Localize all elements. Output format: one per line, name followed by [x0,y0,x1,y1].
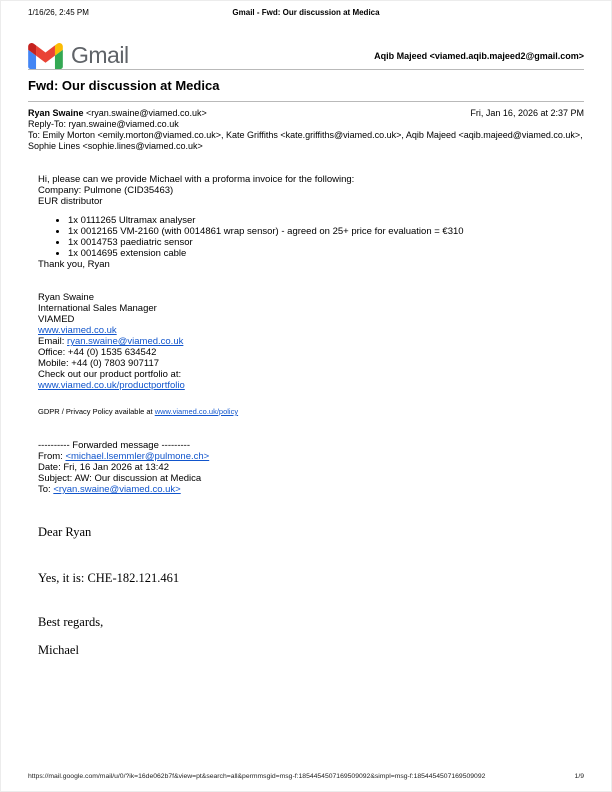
company-line: Company: Pulmone (CID35463) [38,185,174,196]
invoice-item: • 1x 0012165 VM-2160 (with 0014861 wrap sensor) - agreed on 25+ price for evaluation = €310 [68,226,584,237]
from-row [28,108,584,119]
print-timestamp: 1/16/26, 2:45 PM [28,8,89,17]
gmail-logo-text: Gmail [71,42,129,68]
divider [28,69,584,70]
sig-company: VIAMED [38,314,75,325]
sig-mobile: Mobile: +44 (0) 7803 907117 [38,358,160,369]
invoice-item: • 1x 0014753 paediatric sensor [68,237,584,248]
fwd-reg-number-line: Yes, it is: CHE-182.121.461 [38,571,180,585]
invoice-item: • 1x 0014695 extension cable [68,248,584,259]
gdpr-link[interactable]: www.viamed.co.uk/policy [154,407,239,416]
sig-office: Office: +44 (0) 1535 634542 [38,347,157,358]
fwd-from-label: From: [38,451,66,462]
signature-block [38,292,584,416]
fwd-from-line [38,451,584,462]
print-header [28,8,584,20]
account-identity: Aqib Majeed <viamed.aqib.majeed2@gmail.com> [374,50,584,61]
email-subject: Fwd: Our discussion at Medica [28,78,220,93]
fwd-greeting: Dear Ryan [38,525,92,539]
from-name: Ryan Swaine [28,108,84,118]
gdpr-text: GDPR / Privacy Policy available at [38,407,155,416]
email-body [38,174,584,658]
print-title: Gmail - Fwd: Our discussion at Medica [232,8,380,17]
email-meta [28,108,584,152]
fwd-to-label: To: [38,484,54,495]
portfolio-line [38,380,584,391]
gmail-m-icon [28,43,63,69]
fwd-signoff: Michael [38,643,79,657]
sig-title: International Sales Manager [38,303,157,314]
gmail-logo [28,42,129,69]
fwd-closing: Best regards, [38,615,104,629]
divider [28,101,584,102]
sig-name: Ryan Swaine [38,292,94,303]
to-line: To: Emily Morton <emily.morton@viamed.co.uk>, Kate Griffiths <kate.griffiths@viamed.co.uk>, Aqib Majeed <aqib.majeed@viamed.co.uk>, Sophie Lines <sophie.lines@viamed.co.uk> [28,130,583,151]
distributor-line: EUR distributor [38,196,103,207]
forwarded-body [38,525,584,658]
invoice-items-list [38,215,584,259]
from-email: <ryan.swaine@viamed.co.uk> [86,108,207,118]
fwd-subject-line: Subject: AW: Our discussion at Medica [38,473,202,484]
fwd-date-line: Date: Fri, 16 Jan 2026 at 13:42 [38,462,169,473]
footer-url: https://mail.google.com/mail/u/0/?ik=16de062b7f&view=pt&search=all&permmsgid=msg-f:1854454507169509092&simpl=msg-f:1854454507169509092 [28,773,486,780]
fwd-to-link[interactable]: <ryan.swaine@viamed.co.uk> [53,484,181,495]
reply-to-line: Reply-To: ryan.swaine@viamed.co.uk [28,119,179,129]
email-date: Fri, Jan 16, 2026 at 2:37 PM [470,108,584,118]
sig-website-line [38,325,584,336]
gdpr-line [38,407,584,416]
forwarded-header [38,440,584,495]
fwd-to-line [38,484,584,495]
from-line [28,108,207,119]
thanks-line: Thank you, Ryan [38,259,110,270]
sig-email-line [38,336,584,347]
sig-email-label: Email: [38,336,68,347]
invoice-item: • 1x 0111265 Ultramax analyser [68,215,584,226]
sig-email-link[interactable]: ryan.swaine@viamed.co.uk [67,336,184,347]
portfolio-link[interactable]: www.viamed.co.uk/productportfolio [38,380,185,391]
footer-page-number: 1/9 [574,773,584,780]
fwd-from-link[interactable]: <michael.lsemmler@pulmone.ch> [65,451,210,462]
website-link[interactable]: www.viamed.co.uk [38,325,117,336]
portfolio-intro: Check out our product portfolio at: [38,369,182,380]
body-intro: Hi, please can we provide Michael with a proforma invoice for the following: [38,174,355,185]
print-footer [28,773,584,780]
forwarded-divider: ---------- Forwarded message --------- [38,440,190,451]
